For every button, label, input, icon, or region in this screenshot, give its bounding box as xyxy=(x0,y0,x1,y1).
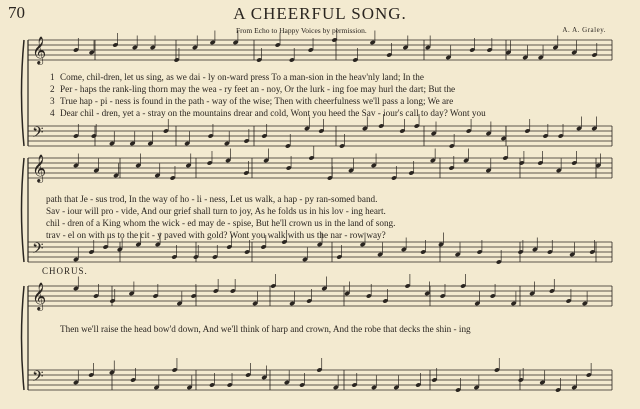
verse-3-line-1: 3 True hap - pi - ness is found in the path - way of the wise; Then with cheerfulness we'll pass a long; We are xyxy=(50,96,454,106)
verse-4-line-1: 4 Dear chil - dren, yet a - stray on the mountains drear and cold, Wont you heed the Sav - iour's call to day? Wont you xyxy=(50,108,486,118)
verse-1-line-2: path that Je - sus trod, In the way of ho - li - ness, Let us walk, a hap - py ran-somed band. xyxy=(46,194,378,204)
composer-credit: A. A. Graley. xyxy=(562,26,606,34)
system-2-treble-clef: 𝄞 xyxy=(32,154,47,182)
system-1-treble-clef: 𝄞 xyxy=(32,36,47,64)
chorus-lyrics: Then we'll raise the head bow'd down, And we'll think of harp and crown, And the robe that decks the shin - ing xyxy=(60,324,471,334)
system-2-brace xyxy=(22,158,25,262)
system-1-brace xyxy=(22,40,25,146)
verse-1-line-1: 1 Come, chil-dren, let us sing, as we dai - ly on-ward press To a man-sion in the heav'nly land; In the xyxy=(50,72,424,82)
system-1-bass-clef: 𝄢 xyxy=(32,124,44,145)
chorus-label: CHORUS. xyxy=(42,266,88,276)
system-3-bass-clef: 𝄢 xyxy=(32,368,44,389)
system-3-treble-clef: 𝄞 xyxy=(32,282,47,310)
source-credit: From Echo to Happy Voices by permission. xyxy=(236,26,367,35)
system-2-bass-clef: 𝄢 xyxy=(32,240,44,261)
song-title: A CHEERFUL SONG. xyxy=(233,4,407,23)
system-3-brace xyxy=(22,286,25,390)
page-number: 70 xyxy=(8,3,25,22)
verse-2-line-1: 2 Per - haps the rank-ling thorn may the wea - ry feet an - noy, Or the lurk - ing foe may hurl the dart; But the xyxy=(50,84,456,94)
verse-2-line-2: Sav - iour will pro - vide, And our grief shall turn to joy, As he folds us in his lov - ing heart. xyxy=(46,206,386,216)
verse-3-line-2: chil - dren of a King whom the wick - ed may de - spise, But he'll crown us in the land of song. xyxy=(46,218,396,228)
verse-4-line-2: trav - el on with us to the cit - y paved with gold? Wont you walk with us the nar - row way? xyxy=(46,230,386,240)
